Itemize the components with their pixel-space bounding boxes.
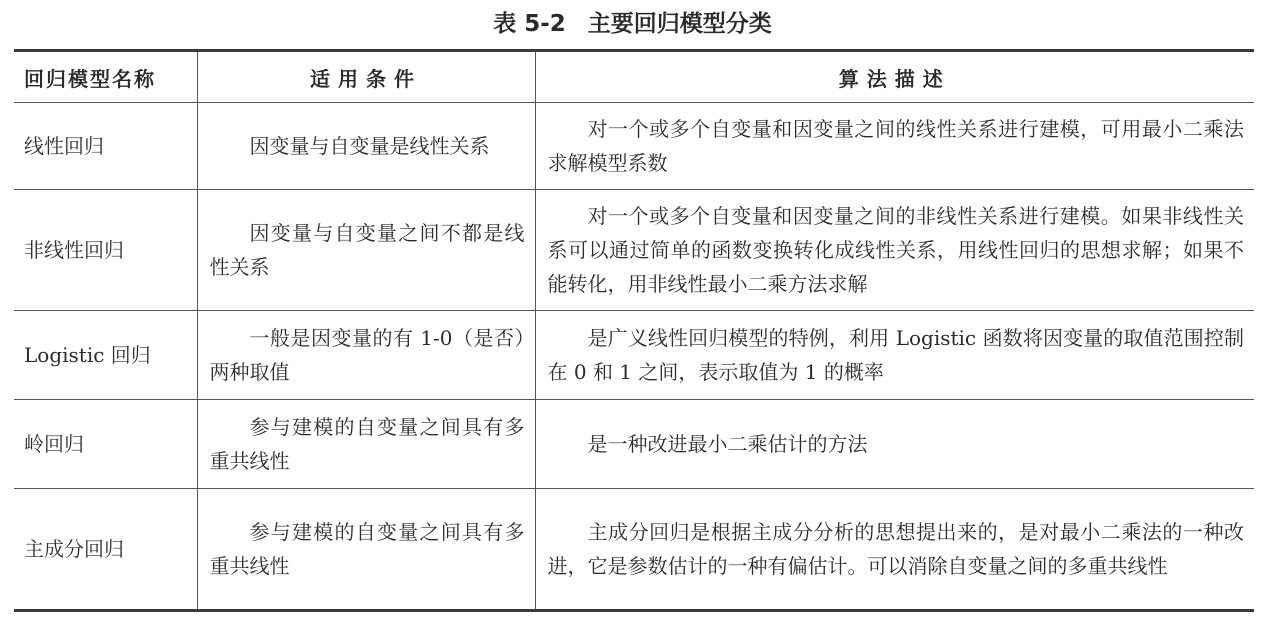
regression-models-table	[14, 49, 1254, 612]
table-title: 主要回归模型分类	[587, 11, 772, 37]
condition-cell: 因变量与自变量之间不都是线性关系	[197, 190, 535, 311]
condition-cell: 一般是因变量的有 1-0（是否）两种取值	[197, 311, 535, 400]
header-condition: 适用条件	[197, 51, 535, 103]
description-cell: 对一个或多个自变量和因变量之间的线性关系进行建模，可用最小二乘法求解模型系数	[535, 103, 1254, 190]
table-row	[14, 103, 1254, 190]
model-name-cell: 主成分回归	[14, 489, 197, 611]
header-model-name: 回归模型名称	[14, 51, 197, 103]
table-row	[14, 489, 1254, 611]
description-cell: 主成分回归是根据主成分分析的思想提出来的，是对最小二乘法的一种改进，它是参数估计的一种有偏估计。可以消除自变量之间的多重共线性	[535, 489, 1254, 611]
condition-cell: 因变量与自变量是线性关系	[197, 103, 535, 190]
header-row	[14, 51, 1254, 103]
table-row	[14, 400, 1254, 489]
table-row	[14, 190, 1254, 311]
description-cell: 对一个或多个自变量和因变量之间的非线性关系进行建模。如果非线性关系可以通过简单的函数变换转化成线性关系，用线性回归的思想求解；如果不能转化，用非线性最小二乘方法求解	[535, 190, 1254, 311]
table-number: 表 5-2	[493, 11, 566, 37]
header-description: 算法描述	[535, 51, 1254, 103]
model-name-cell: 线性回归	[14, 103, 197, 190]
model-name-cell: 岭回归	[14, 400, 197, 489]
table-caption	[0, 4, 1265, 44]
description-cell: 是广义线性回归模型的特例，利用 Logistic 函数将因变量的取值范围控制在 0 和 1 之间，表示取值为 1 的概率	[535, 311, 1254, 400]
model-name-cell: 非线性回归	[14, 190, 197, 311]
table-row	[14, 311, 1254, 400]
description-cell: 是一种改进最小二乘估计的方法	[535, 400, 1254, 489]
condition-cell: 参与建模的自变量之间具有多重共线性	[197, 400, 535, 489]
condition-cell: 参与建模的自变量之间具有多重共线性	[197, 489, 535, 611]
model-name-cell: Logistic 回归	[14, 311, 197, 400]
